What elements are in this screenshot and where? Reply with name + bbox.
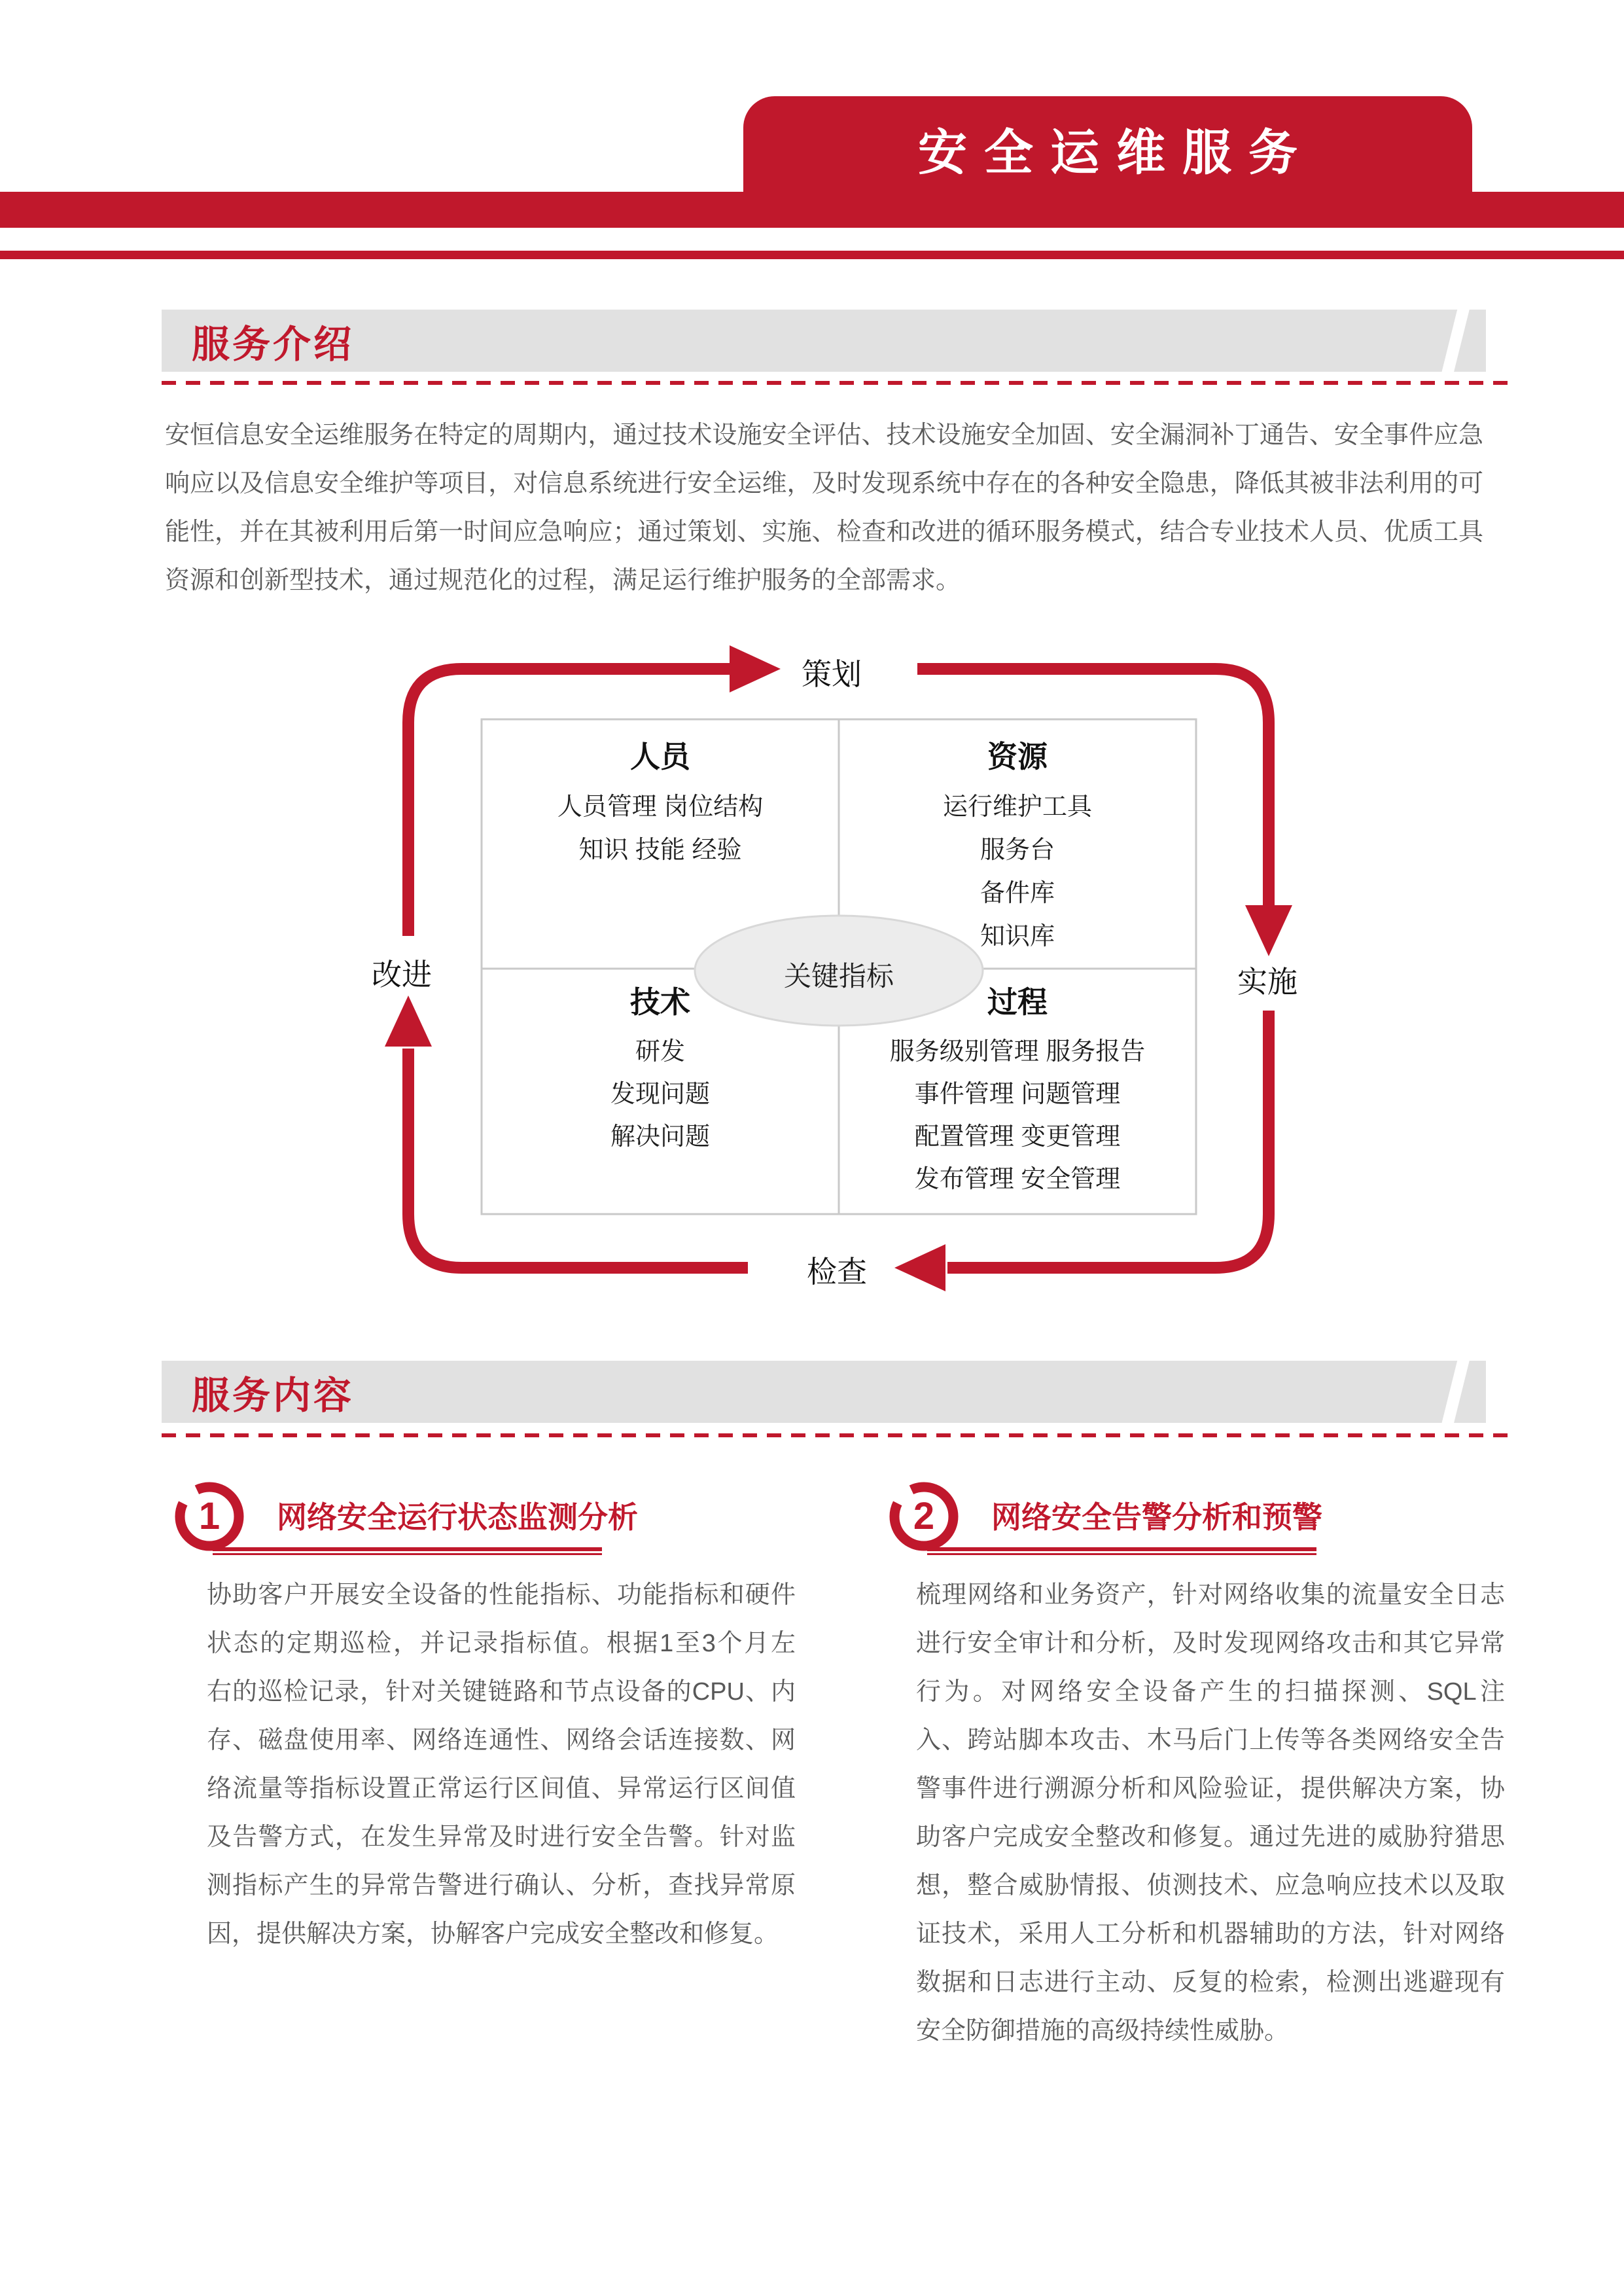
quadrant-process	[847, 982, 1188, 1201]
quadrant-personnel-title: 人员	[630, 740, 690, 774]
item1-number: 1	[198, 1495, 221, 1537]
arrowhead-up-icon	[385, 996, 432, 1047]
paragraph-line: 及告警方式，在发生异常及时进行安全告警。针对监	[207, 1823, 796, 1851]
quadrant-item: 服务台	[980, 836, 1055, 864]
dashed-divider	[162, 1433, 1517, 1437]
quadrant-item: 发布管理 安全管理	[914, 1166, 1121, 1193]
arrowhead-down-icon	[1245, 905, 1292, 956]
key-indicator-label: 关键指标	[783, 961, 894, 992]
item1-paragraph	[207, 1571, 796, 1958]
item2-number: 2	[913, 1495, 935, 1537]
quadrant-technology-items	[490, 1031, 830, 1158]
paragraph-line: 右的巡检记录，针对关键链路和节点设备的CPU、内	[207, 1678, 796, 1706]
quadrant-item: 配置管理 变更管理	[914, 1123, 1121, 1151]
quadrant-item: 研发	[635, 1038, 685, 1066]
quadrant-item: 服务级别管理 服务报告	[889, 1038, 1146, 1066]
item1-heading: 网络安全运行状态监测分析	[277, 1500, 638, 1534]
quadrant-resources-items	[847, 785, 1188, 958]
item1-underline	[213, 1547, 602, 1555]
paragraph-line: 梳理网络和业务资产，针对网络收集的流量安全日志	[916, 1581, 1505, 1609]
quadrant-item: 知识库	[980, 923, 1055, 950]
paragraph-line: 协助客户开展安全设备的性能指标、功能指标和硬件	[207, 1581, 796, 1609]
paragraph-line: 入、跨站脚本攻击、木马后门上传等各类网络安全告	[916, 1727, 1505, 1754]
paragraph-line: 因，提供解决方案，协解客户完成安全整改和修复。	[207, 1920, 779, 1948]
item2-heading: 网络安全告警分析和预警	[991, 1500, 1322, 1534]
quadrant-item: 事件管理 问题管理	[914, 1081, 1121, 1108]
cycle-label-plan: 策划	[802, 657, 862, 691]
page-title: 安全运维服务	[917, 124, 1315, 180]
paragraph-line: 测指标产生的异常告警进行确认、分析，查找异常原	[207, 1872, 796, 1899]
quadrant-process-title: 过程	[987, 985, 1048, 1019]
paragraph-line: 响应以及信息安全维护等项目，对信息系统进行安全运维，及时发现系统中存在的各种安全隐患，降低其被非法利用的可	[165, 470, 1483, 497]
paragraph-line: 能性，并在其被利用后第一时间应急响应；通过策划、实施、检查和改进的循环服务模式，结合专业技术人员、优质工具	[165, 518, 1483, 546]
quadrant-item: 解决问题	[610, 1123, 710, 1151]
paragraph-line: 存、磁盘使用率、网络连通性、网络会话连接数、网	[207, 1727, 796, 1754]
cycle-label-check: 检查	[807, 1255, 867, 1289]
item2-paragraph	[916, 1571, 1505, 2055]
paragraph-line: 安恒信息安全运维服务在特定的周期内，通过技术设施安全评估、技术设施安全加固、安全漏洞补丁通告、安全事件应急	[165, 422, 1483, 449]
paragraph-line: 证技术，采用人工分析和机器辅助的方法，针对网络	[916, 1920, 1505, 1948]
paragraph-line: 状态的定期巡检，并记录指标值。根据1至3个月左	[207, 1630, 796, 1657]
cycle-label-do: 实施	[1237, 965, 1297, 999]
quadrant-resources-title: 资源	[987, 740, 1048, 774]
section-content-title: 服务内容	[192, 1374, 355, 1417]
quadrant-item: 知识 技能 经验	[578, 836, 742, 864]
paragraph-line: 想，整合威胁情报、侦测技术、应急响应技术以及取	[916, 1872, 1505, 1899]
paragraph-line: 行为。对网络安全设备产生的扫描探测、SQL注	[916, 1678, 1505, 1706]
section-intro-title: 服务介绍	[192, 323, 355, 366]
quadrant-technology	[490, 982, 830, 1158]
paragraph-line: 络流量等指标设置正常运行区间值、异常运行区间值	[207, 1775, 796, 1803]
quadrant-process-items	[847, 1031, 1188, 1201]
paragraph-line: 警事件进行溯源分析和风险验证，提供解决方案，协	[916, 1775, 1505, 1803]
quadrant-item: 发现问题	[610, 1081, 710, 1108]
quadrant-item: 备件库	[980, 880, 1055, 907]
quadrant-technology-title: 技术	[630, 985, 690, 1019]
paragraph-line: 进行安全审计和分析，及时发现网络攻击和其它异常	[916, 1630, 1505, 1657]
paragraph-line: 资源和创新型技术，通过规范化的过程，满足运行维护服务的全部需求。	[165, 567, 961, 594]
section-content-header	[162, 1361, 1486, 1423]
paragraph-line: 助客户完成安全整改和修复。通过先进的威胁狩猎思	[916, 1823, 1505, 1851]
quadrant-personnel	[490, 737, 830, 872]
quadrant-personnel-items	[490, 785, 830, 872]
quadrant-item: 运行维护工具	[942, 793, 1092, 821]
quadrant-resources	[847, 737, 1188, 958]
slash-decoration	[1438, 1361, 1472, 1423]
cycle-label-act: 改进	[372, 958, 432, 992]
item2-underline	[927, 1547, 1316, 1555]
paragraph-line: 安全防御措施的高级持续性威胁。	[916, 2017, 1290, 2045]
paragraph-line: 数据和日志进行主动、反复的检索，检测出逃避现有	[916, 1969, 1505, 1996]
quadrant-item: 人员管理 岗位结构	[557, 793, 764, 821]
